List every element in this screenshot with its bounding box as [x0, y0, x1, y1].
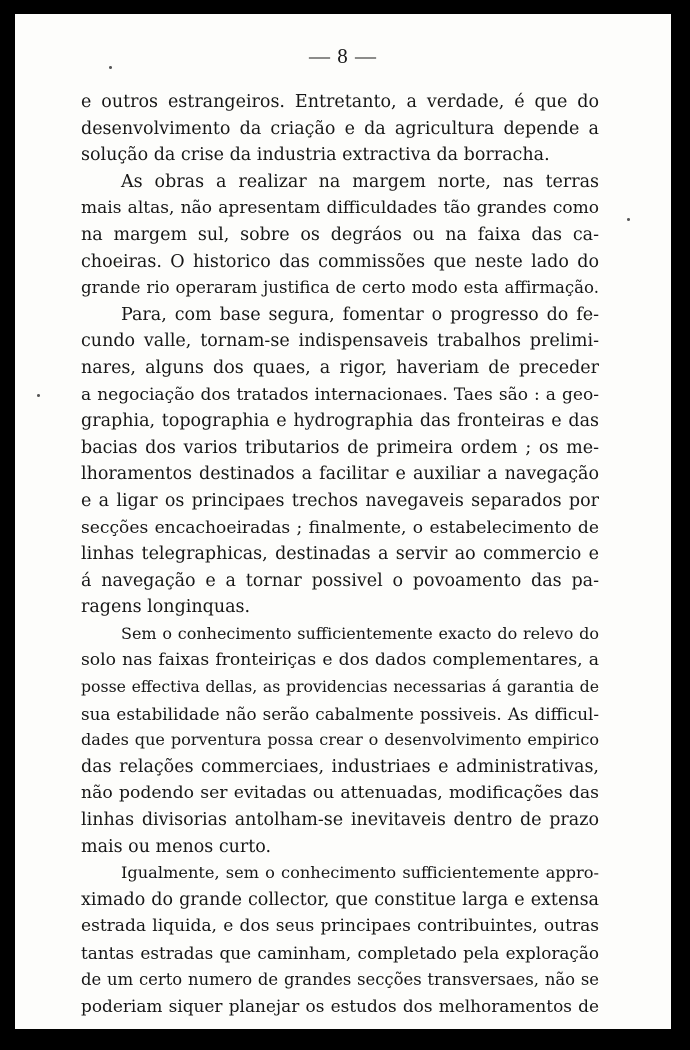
paragraph	[81, 860, 599, 1020]
text-line: não podendo ser evitadas ou attenuadas, modificações das	[81, 783, 599, 804]
paragraph	[81, 302, 599, 621]
text-line: mais altas, não apresentam difficuldades tão grandes como	[81, 198, 599, 219]
text-line: solo nas faixas fronteiriças e dos dados complementares, a	[81, 650, 599, 671]
text-line: As obras a realizar na margem norte, nas terras	[121, 171, 599, 192]
text-line: bacias dos varios tributarios de primeira ordem ; os me-	[81, 437, 599, 458]
text-line: Para, com base segura, fomentar o progresso do fe-	[121, 304, 599, 325]
text-line: lhoramentos destinados a facilitar e auxiliar a navegação	[81, 464, 599, 485]
print-speck	[37, 394, 40, 397]
text-line: desenvolvimento da criação e da agricultura depende a	[81, 118, 599, 139]
text-line: secções encachoeiradas ; finalmente, o estabelecimento de	[81, 517, 599, 538]
text-line: linhas divisorias antolham-se inevitaveis dentro de prazo	[81, 810, 599, 831]
text-line: a negociação dos tratados internacionaes. Taes são : a geo-	[81, 384, 599, 405]
text-line: e outros estrangeiros. Entretanto, a verdade, é que do	[81, 92, 599, 112]
text-line: poderiam siquer planejar os estudos dos melhoramentos de	[81, 996, 599, 1017]
book-page	[15, 14, 671, 1029]
text-line: grande rio operaram justifica de certo modo esta affirmação.	[81, 278, 599, 298]
text-line: ragens longinquas.	[81, 597, 251, 618]
page-number: — 8 —	[309, 44, 377, 68]
text-line: estrada liquida, e dos seus principaes contribuintes, outras	[81, 916, 599, 937]
print-speck	[627, 218, 630, 221]
text-line: Sem o conhecimento sufficientemente exacto do relevo do	[121, 623, 599, 643]
text-line: cundo valle, tornam-se indispensaveis trabalhos prelimi-	[81, 331, 599, 352]
text-line: das relações commerciaes, industriaes e administrativas,	[81, 756, 599, 777]
text-line: solução da crise da industria extractiva da borracha.	[81, 145, 550, 166]
text-line: graphia, topographia e hydrographia das fronteiras e das	[81, 411, 599, 432]
text-line: choeiras. O historico das commissões que neste lado do	[81, 251, 599, 272]
print-speck	[109, 66, 112, 69]
body-text	[81, 89, 599, 1020]
paragraph	[81, 89, 599, 169]
text-line: mais ou menos curto.	[81, 836, 272, 857]
paragraph	[81, 169, 599, 302]
text-line: posse effectiva dellas, as providencias necessarias á garantia de	[81, 677, 599, 697]
text-line: e a ligar os principaes trechos navegaveis separados por	[81, 490, 599, 511]
text-line: sua estabilidade não serão cabalmente possiveis. As difficul-	[81, 703, 599, 724]
text-line: tantas estradas que caminham, completado pela exploração	[81, 943, 599, 963]
text-line: ximado do grande collector, que constitue larga e extensa	[81, 889, 599, 910]
text-line: linhas telegraphicas, destinadas a servir ao commercio e	[81, 544, 599, 565]
text-line: nares, alguns dos quaes, a rigor, haveriam de preceder	[81, 357, 599, 378]
paragraph	[81, 621, 599, 860]
text-line: de um certo numero de grandes secções transversaes, não se	[81, 969, 599, 989]
text-line: dades que porventura possa crear o desenvolvimento empirico	[81, 730, 599, 750]
text-line: á navegação e a tornar possivel o povoamento das pa-	[81, 570, 599, 591]
text-line: na margem sul, sobre os degráos ou na faixa das ca-	[81, 224, 599, 245]
text-line: Igualmente, sem o conhecimento sufficientemente appro-	[121, 863, 599, 883]
